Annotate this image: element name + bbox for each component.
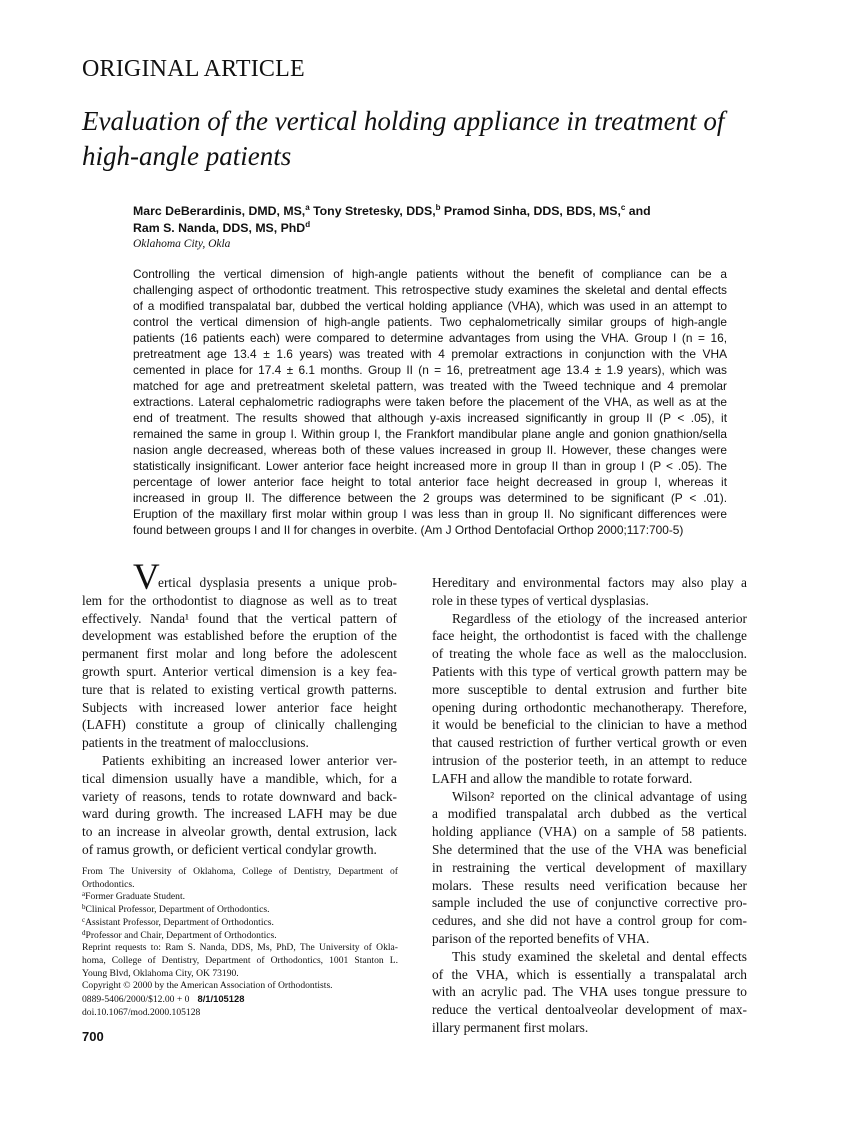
footnote-a: [82, 891, 398, 904]
text-line: face height, the orthodontist is faced with the challenge: [432, 628, 747, 644]
paragraph: [82, 752, 397, 859]
footnote-line: Orthodontics.: [82, 878, 135, 890]
text-line: ward during growth. The increased LAFH may be due: [82, 806, 397, 822]
text-line: LAFH and allow the mandible to rotate forward.: [432, 770, 693, 786]
text-line: reduce the vertical dentoalveolar development of max-: [432, 1002, 747, 1018]
text-line: Regardless of the etiology of the increased anterior: [452, 610, 747, 626]
text-line: holding appliance (VHA) on a sample of 58 patients.: [432, 824, 747, 840]
title-line: Evaluation of the vertical holding appliance in treatment of: [82, 106, 725, 136]
text-line: in restraining the vertical development of maxillary: [432, 859, 747, 875]
abstract-line: nasion angle decreased, whereas both of these values increased in group II. However, these changes were: [133, 443, 727, 457]
text-line: molars. These results need verification because her: [432, 877, 747, 893]
abstract-line: cemented in place for 17.4 ± 6.1 months. Group II (n = 16, pretreatment age 13.4 ± 1.9 years), which was: [133, 363, 727, 377]
abstract-line: challenging aspect of orthodontic treatment. This retrospective study examines the skeletal and dental effects: [133, 283, 727, 297]
text-line: Wilson² reported on the clinical advantage of using: [452, 788, 747, 804]
abstract-line: Eruption of the maxillary first molar within group I was less than in group II. No significant differences were: [133, 507, 727, 521]
text-line: with an acrylic pad. The VHA uses tongue pressure to: [432, 984, 747, 1000]
text-line: lem for the orthodontist to diagnose as well as to treat: [82, 592, 397, 608]
text-line: to an increase in alveolar growth, dental extrusion, lack: [82, 824, 397, 840]
text-line: tical dimension usually have a mandible, which, for a: [82, 770, 397, 786]
text-line: patients in the treatment of malocclusions.: [82, 735, 309, 751]
author: Tony Stretesky, DDS,: [309, 204, 436, 218]
author-conjunction: and: [625, 204, 651, 218]
footnote-mark: b: [82, 903, 86, 912]
issn: 0889-5406/2000/$12.00 + 0: [82, 994, 190, 1006]
footnote-text: Professor and Chair, Department of Orthodontics.: [85, 929, 277, 941]
footnote-c: [82, 917, 398, 930]
author: Marc DeBerardinis, DMD, MS,: [133, 204, 306, 218]
footnote-text: Former Graduate Student.: [85, 891, 186, 903]
abstract-line: extractions. Lateral cephalometric radiographs were taken before the placement of the VHA, as well as at the: [133, 395, 727, 409]
abstract-line: patients (16 patients each) were compared to determine advantages from using the VHA. Group I (n = 16,: [133, 331, 727, 345]
text-line: role in these types of vertical dysplasias.: [432, 592, 649, 608]
abstract-line: Controlling the vertical dimension of high-angle patients without the benefit of compliance can be a: [133, 267, 727, 281]
footnote-b: [82, 904, 398, 917]
issn-line: [82, 993, 398, 1007]
footnote-line: homa, College of Dentistry, Department of Orthodontics, 1001 Stanton L.: [82, 954, 398, 966]
page-number: 700: [82, 1029, 104, 1044]
paragraph: [432, 610, 747, 788]
abstract-line: matched for age and pretreatment skeletal pattern, was treated with the Tweed technique and 4 premolar: [133, 379, 727, 393]
footnote-line: From The University of Oklahoma, College of Dentistry, Department of: [82, 866, 398, 877]
author-list: [133, 203, 651, 237]
footnote-mark: c: [82, 915, 86, 924]
paragraph: [432, 788, 747, 948]
abstract: [133, 266, 727, 538]
abstract-line: of a modified transpalatal bar, dubbed the vertical holding appliance (VHA), which was used in an attempt to: [133, 299, 727, 313]
text-line: illary permanent first molars.: [432, 1019, 589, 1035]
text-line: variety of reasons, tends to rotate downward and back-: [82, 788, 397, 804]
body-left-column: [82, 574, 397, 859]
footnote-d: [82, 930, 398, 943]
text-line: Subjects with increased lower anterior face height: [82, 699, 397, 715]
abstract-line: remained the same in group I. Within group I, the Frankfort mandibular plane angle and gonion gnathion/sella: [133, 427, 727, 441]
text-line: ertical dysplasia presents a unique prob-: [158, 575, 397, 590]
drop-cap-letter: V: [133, 557, 160, 598]
abstract-line: control the vertical dimension of high-angle patients. Two cephalometrically similar groups of high-angle: [133, 315, 727, 329]
abstract-line: end of treatment. The results showed that although y-axis increased significantly in group II (P < .05), it: [133, 411, 727, 425]
author: Ram S. Nanda, DDS, MS, PhD: [133, 221, 306, 235]
author: Pramod Sinha, DDS, BDS, MS,: [440, 204, 621, 218]
section-label: ORIGINAL ARTICLE: [82, 56, 305, 82]
text-line: more susceptible to dental extrusion and further bite: [432, 681, 747, 697]
text-line: intrusion of the posterior teeth, in an attempt to reduce: [432, 752, 747, 768]
text-line: She determined that the use of the VHA was beneficial: [432, 841, 747, 857]
author-mark: d: [305, 220, 311, 229]
text-line: it would be beneficial to the clinician to have a method: [432, 717, 747, 733]
doi: doi.10.1067/mod.2000.105128: [82, 1006, 201, 1018]
author-mark: b: [435, 203, 441, 212]
abstract-line: increased in group II. The difference between the 2 groups was determined to be significant (P < .01).: [133, 491, 727, 505]
abstract-line: pretreatment age 13.4 ± 1.6 years) was treated with 4 premolar extractions in conjunction with the VHA: [133, 347, 727, 361]
abstract-line: percentage of lower anterior face height to total anterior face height decreased in group I, whereas it: [133, 475, 727, 489]
paragraph: [82, 574, 397, 752]
text-line: of treating the whole face as well as the malocclusion.: [432, 646, 747, 662]
text-line: effectively. Nanda¹ found that the vertical pattern of: [82, 610, 397, 626]
author-mark: c: [620, 203, 626, 212]
paragraph: [432, 574, 747, 610]
author-mark: a: [305, 203, 310, 212]
footnote-line: Young Blvd, Oklahoma City, OK 73190.: [82, 967, 239, 979]
paragraph: [432, 948, 747, 1037]
text-line: parison of the reported benefits of VHA.: [432, 930, 650, 946]
text-line: that caused restriction of further vertical growth or even: [432, 735, 747, 751]
text-line: Hereditary and environmental factors may also play a: [432, 575, 747, 590]
article-title: [82, 104, 852, 174]
text-line: Patients exhibiting an increased lower anterior ver-: [102, 752, 397, 768]
article-code: 8/1/105128: [197, 993, 245, 1005]
text-line: of the VHA, which is essentially a transpalatal arch: [432, 966, 747, 982]
affiliation: Oklahoma City, Okla: [133, 238, 231, 250]
footnote-text: Clinical Professor, Department of Orthodontics.: [85, 904, 270, 916]
footnote-text: Assistant Professor, Department of Orthodontics.: [85, 916, 274, 928]
footnote-line: Reprint requests to: Ram S. Nanda, DDS, Ms, PhD, The University of Okla-: [82, 942, 398, 954]
text-line: Patients with this type of vertical growth pattern may be: [432, 663, 747, 679]
body-right-column: [432, 574, 747, 1037]
abstract-line: found between groups I and II for changes in overbite. (Am J Orthod Dentofacial Orthop 2000;117:700-5): [133, 523, 684, 537]
text-line: ture that is related to existing vertical growth patterns.: [82, 681, 397, 697]
text-line: a modified transpalatal arch dubbed as the vertical: [432, 806, 747, 822]
text-line: sample included the use of conjunctive corrective pro-: [432, 895, 747, 911]
title-line: high-angle patients: [82, 141, 292, 171]
text-line: This study examined the skeletal and dental effects: [452, 948, 747, 964]
text-line: opening during orthodontic mechanotherapy. Therefore,: [432, 699, 747, 715]
text-line: development was established before the eruption of the: [82, 628, 397, 644]
abstract-line: statistically insignificant. Lower anterior face height increased more in group II than in group I (P < .05). The: [133, 459, 727, 473]
text-line: permanent first molar and long before the adolescent: [82, 646, 397, 662]
copyright: Copyright © 2000 by the American Association of Orthodontists.: [82, 980, 333, 992]
text-line: (LAFH) constitute a group of clinically challenging: [82, 717, 397, 733]
text-line: growth spurt. Anterior vertical dimension is a key fea-: [82, 663, 397, 679]
footnote-mark: a: [82, 890, 86, 899]
text-line: cedures, and she did not have a control group for com-: [432, 913, 747, 929]
footnotes: [82, 866, 398, 1019]
text-line: of ramus growth, or deficient vertical condylar growth.: [82, 841, 377, 857]
footnote-mark: d: [82, 928, 86, 937]
